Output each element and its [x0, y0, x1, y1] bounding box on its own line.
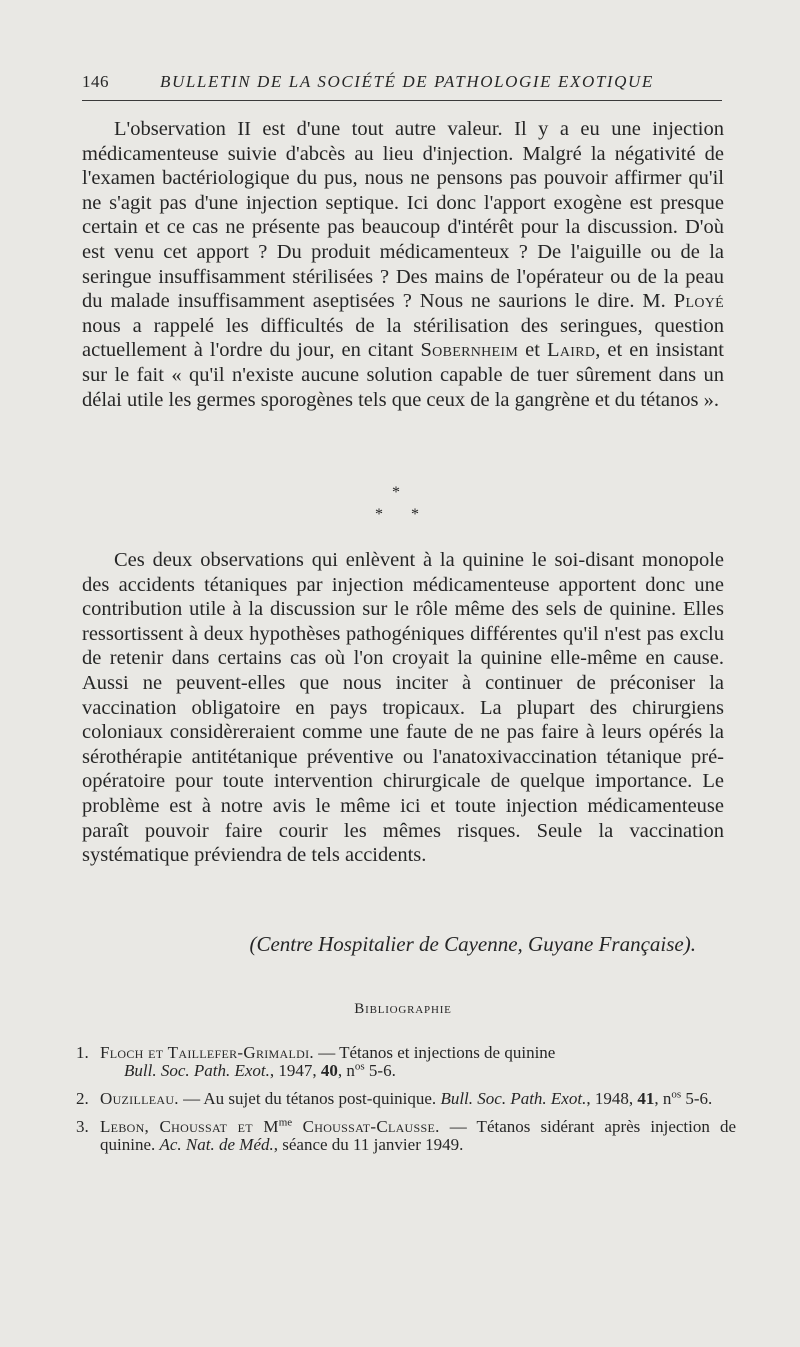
reference-issue: 5-6.: [681, 1089, 713, 1108]
reference-authors: Ouzilleau.: [100, 1089, 179, 1108]
reference-authors: Floch et Taillefer-Grimaldi.: [100, 1043, 314, 1062]
reference-issue-sup: os: [671, 1088, 682, 1101]
asterisk-icon: *: [392, 484, 400, 501]
paragraph-text: et: [518, 339, 547, 362]
reference-item: [76, 1090, 736, 1108]
reference-authors: Lebon, Choussat et M: [100, 1117, 279, 1136]
reference-item: [76, 1118, 736, 1154]
paragraph-text: , et en insistant sur le fait « qu'il n'existe aucune solution capable de tuer sûrement dans un délai utile les germes sporogènes tels que ceux de la gangrène et du tétanos ».: [82, 339, 724, 411]
reference-volume: 41: [637, 1089, 655, 1108]
reference-journal: Bull. Soc. Path. Exot.: [440, 1089, 587, 1108]
affiliation-signature: (Centre Hospitalier de Cayenne, Guyane Française).: [249, 932, 696, 956]
paragraph-text: Ces deux observations qui enlèvent à la quinine le soi-disant monopole des accidents tétaniques par injection médicamenteuse apportent donc une contribution utile à la discussion sur le rôle même des sels de quinine. Elles ressortissent à deux hypothèses pathogéniques différentes qu'il n'est pas exclu de retenir dans certains cas où l'on croyait la quinine elle-même en cause. Aussi ne peuvent-elles que nous inciter à continuer de préconiser la vaccination obligatoire en pays tropicaux. La plupart des chirurgiens coloniaux considèreraient comme une faute de ne pas faire à leurs opérés la sérothérapie antitétanique préventive ou l'anatoxivaccination tétanique pré-opératoire pour toute intervention chirurgicale de quelque importance. Le problème est à notre avis le même ici et toute injection médicamenteuse paraît pouvoir faire courir les mêmes risques. Seule la vaccination systématique préviendra de tels accidents.: [82, 549, 724, 867]
asterisk-icon: *: [375, 506, 383, 523]
reference-year: , 1948,: [586, 1089, 638, 1108]
author-name: Ployé: [673, 290, 724, 313]
reference-issue-prefix: , n: [337, 1061, 355, 1080]
author-name: Laird: [547, 339, 596, 362]
reference-item: [76, 1044, 736, 1080]
reference-number: 2.: [76, 1089, 89, 1108]
page-number: 146: [82, 72, 109, 91]
reference-title: — Tétanos sidérant après injection de quinine.: [100, 1117, 737, 1154]
bibliography-title: Bibliographie: [354, 1001, 452, 1017]
reference-issue-prefix: , n: [654, 1089, 672, 1108]
reference-year: , 1947,: [269, 1061, 321, 1080]
asterisk-icon: *: [411, 506, 419, 523]
reference-issue: 5-6.: [364, 1061, 396, 1080]
journal-title: BULLETIN DE LA SOCIÉTÉ DE PATHOLOGIE EXOTIQUE: [160, 72, 654, 91]
bibliography-list: [76, 1044, 736, 1164]
reference-rest: , séance du 11 janvier 1949.: [273, 1135, 464, 1154]
paragraph-conclusion: [82, 548, 724, 868]
reference-journal: Ac. Nat. de Méd.: [159, 1135, 274, 1154]
reference-number: 3.: [76, 1117, 89, 1136]
running-header: [82, 72, 722, 98]
reference-issue-sup: os: [354, 1060, 365, 1073]
section-asterism: [360, 484, 440, 530]
reference-authors: Choussat-Clausse.: [292, 1117, 440, 1136]
reference-journal: Bull. Soc. Path. Exot.: [124, 1061, 270, 1080]
paragraph-observation-ii: [82, 117, 724, 412]
reference-number: 1.: [76, 1043, 89, 1062]
header-rule: [82, 100, 722, 101]
reference-title: — Au sujet du tétanos post-quinique.: [178, 1089, 441, 1108]
paragraph-text: L'observation II est d'une tout autre valeur. Il y a eu une injection médicamenteuse suivie d'abcès au lieu d'injection. Malgré la négativité de l'examen bactériologique du pus, nous ne pensons pas pouvoir affirmer qu'il ne s'agit pas d'une injection septique. Ici donc l'apport exogène est presque certain et ce cas ne présente pas beaucoup d'intérêt pour la discussion. D'où est venu cet apport ? Du produit médicamenteux ? De l'aiguille ou de la seringue insuffisamment stérilisées ? Des mains de l'opérateur ou de la peau du malade insuffisamment aseptisées ? Nous ne saurions le dire. M.: [82, 118, 724, 313]
reference-authors-sup: me: [278, 1116, 293, 1129]
reference-title: — Tétanos et injections de quinine: [313, 1043, 556, 1062]
reference-volume: 40: [320, 1061, 338, 1080]
paragraph-text: nous a rappelé les difficultés de la stérilisation des seringues, question actuellement à l'ordre du jour, en citant: [82, 314, 724, 362]
author-name: Sobernheim: [420, 339, 519, 362]
